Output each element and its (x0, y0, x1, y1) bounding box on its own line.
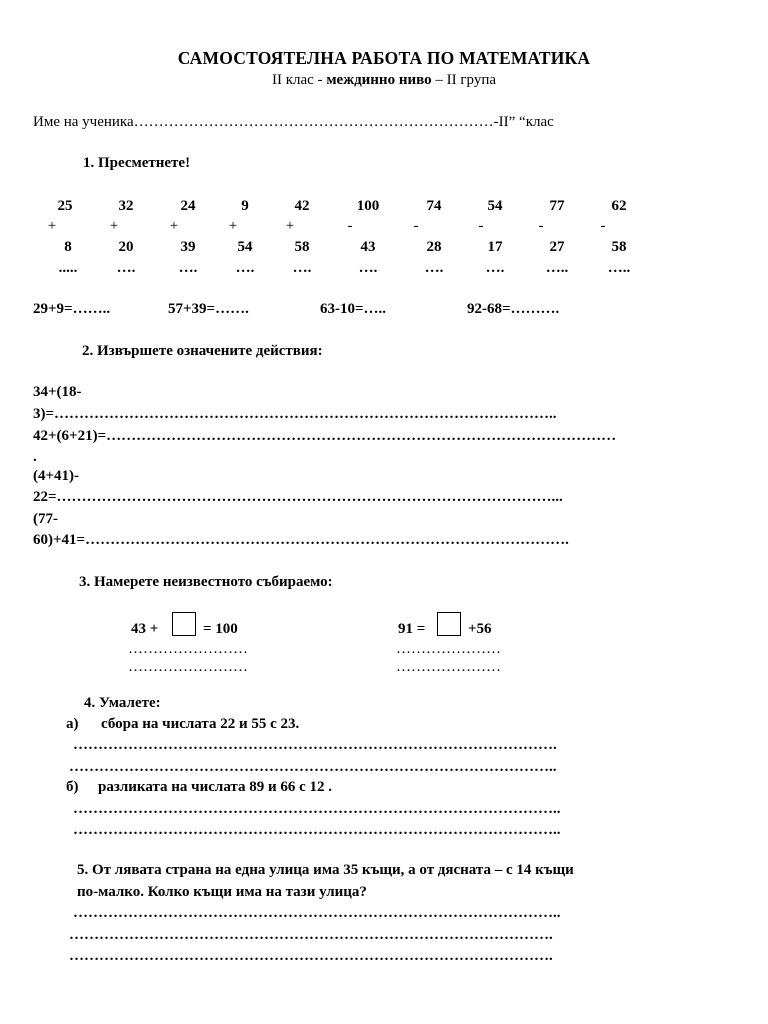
task2-line-2: 3)=……………………………………………………………………………………….. (33, 406, 557, 422)
task1-col-5-top: 42 (294, 198, 310, 214)
task3-eq2-right: +56 (468, 621, 492, 637)
task1-col-5-bottom: 58 (294, 239, 310, 255)
task2-line-4: . (33, 449, 37, 465)
task1-col-4-answer: …. (235, 260, 255, 276)
task1-col-1-bottom: 8 (64, 239, 72, 255)
task1-col-8-operator: - (478, 218, 484, 234)
task2-line-5: (4+41)- (33, 468, 80, 484)
task1-inline-1: 29+9=…….. (33, 301, 111, 317)
task1-col-10-operator: - (600, 218, 606, 234)
task3-dots-1: …………………… (128, 641, 248, 657)
task1-col-9-answer: ….. (545, 260, 569, 276)
task1-col-6-operator: - (347, 218, 353, 234)
student-name-label: Име на ученика (33, 114, 134, 130)
task1-col-1-answer: ..... (58, 260, 78, 276)
task3-dots-4: ………………… (396, 659, 501, 675)
task1-heading: 1. Пресметнете! (83, 155, 191, 171)
subtitle-group: – II група (431, 72, 497, 88)
task1-col-5-operator: + (285, 218, 295, 234)
task1-col-2-operator: + (109, 218, 119, 234)
task1-col-6-top: 100 (356, 198, 380, 214)
task2-line-8: 60)+41=……………………………………………………………………………………. (33, 532, 569, 548)
task1-col-6-bottom: 43 (360, 239, 376, 255)
task1-col-3-answer: …. (178, 260, 198, 276)
task1-col-2-top: 32 (118, 198, 134, 214)
task1-col-2-bottom: 20 (118, 239, 134, 255)
student-name-dots: ……………………………………………………………… (133, 114, 494, 130)
task1-col-8-top: 54 (487, 198, 503, 214)
task1-col-9-top: 77 (549, 198, 565, 214)
task1-col-10-top: 62 (611, 198, 627, 214)
task1-col-4-bottom: 54 (237, 239, 253, 255)
student-name-line (33, 114, 554, 131)
task3-eq1-left: 43 + (131, 621, 159, 637)
task1-col-6-answer: …. (358, 260, 378, 276)
task1-inline-4: 92-68=………. (467, 301, 560, 317)
task1-col-7-top: 74 (426, 198, 442, 214)
task2-line-1: 34+(18- (33, 384, 82, 400)
task2-heading: 2. Извършете означените действия: (82, 343, 323, 359)
task4-b-dots-1: …………………………………………………………………………………….. (73, 801, 561, 817)
task1-col-9-bottom: 27 (549, 239, 565, 255)
task3-eq2-left: 91 = (398, 621, 426, 637)
subtitle-level: междинно ниво (326, 72, 432, 88)
task1-col-10-bottom: 58 (611, 239, 627, 255)
task1-col-1-operator: + (47, 218, 57, 234)
task1-col-3-bottom: 39 (180, 239, 196, 255)
task5-dots-1: …………………………………………………………………………………….. (73, 905, 561, 921)
task2-line-7: (77- (33, 511, 58, 527)
task1-inline-3: 63-10=….. (320, 301, 387, 317)
task4-b-text: разликата на числата 89 и 66 с 12 . (98, 779, 333, 795)
task4-a-dots-1: ……………………………………………………………………………………. (73, 737, 557, 753)
task1-col-3-top: 24 (180, 198, 196, 214)
task3-eq1-answer-box[interactable] (172, 612, 196, 636)
task3-dots-3: ………………… (396, 641, 501, 657)
task1-col-9-operator: - (538, 218, 544, 234)
subtitle-class: II клас - (271, 72, 327, 88)
task4-a-label: а) (66, 716, 79, 732)
task1-col-4-operator: + (228, 218, 238, 234)
task4-b-label: б) (66, 779, 79, 795)
task4-a-dots-2: …………………………………………………………………………………….. (69, 759, 557, 775)
task3-eq1-right: = 100 (203, 621, 238, 637)
page-subtitle (0, 72, 768, 89)
task4-a-text: сбора на числата 22 и 55 с 23. (101, 716, 300, 732)
page-title: САМОСТОЯТЕЛНА РАБОТА ПО МАТЕМАТИКА (177, 48, 591, 68)
task4-heading: 4. Умалете: (84, 695, 161, 711)
task5-dots-2: ……………………………………………………………………………………. (69, 927, 553, 943)
task5-line-1: 5. От лявата страна на една улица има 35 къщи, а от дясната – с 14 къщи (77, 862, 574, 878)
task2-line-3: 42+(6+21)=………………………………………………………………………………………… (33, 428, 617, 444)
task1-col-10-answer: ….. (607, 260, 631, 276)
task1-col-3-operator: + (169, 218, 179, 234)
task1-col-5-answer: …. (292, 260, 312, 276)
task3-eq2-answer-box[interactable] (437, 612, 461, 636)
student-class-suffix: -II” “клас (493, 114, 554, 130)
task2-line-6: 22=………………………………………………………………………………………... (33, 489, 563, 505)
task5-dots-3: ……………………………………………………………………………………. (69, 948, 553, 964)
task1-col-8-bottom: 17 (487, 239, 503, 255)
task1-col-4-top: 9 (241, 198, 249, 214)
task1-col-1-top: 25 (57, 198, 73, 214)
task4-b-dots-2: …………………………………………………………………………………….. (73, 822, 561, 838)
task1-inline-2: 57+39=……. (168, 301, 249, 317)
task3-dots-2: …………………… (128, 659, 248, 675)
task1-col-7-answer: …. (424, 260, 444, 276)
task1-col-7-operator: - (413, 218, 419, 234)
task1-col-7-bottom: 28 (426, 239, 442, 255)
task5-line-2: по-малко. Колко къщи има на тази улица? (77, 884, 367, 900)
task1-col-8-answer: …. (485, 260, 505, 276)
task1-col-2-answer: …. (116, 260, 136, 276)
task3-heading: 3. Намерете неизвестното събираемо: (79, 574, 333, 590)
